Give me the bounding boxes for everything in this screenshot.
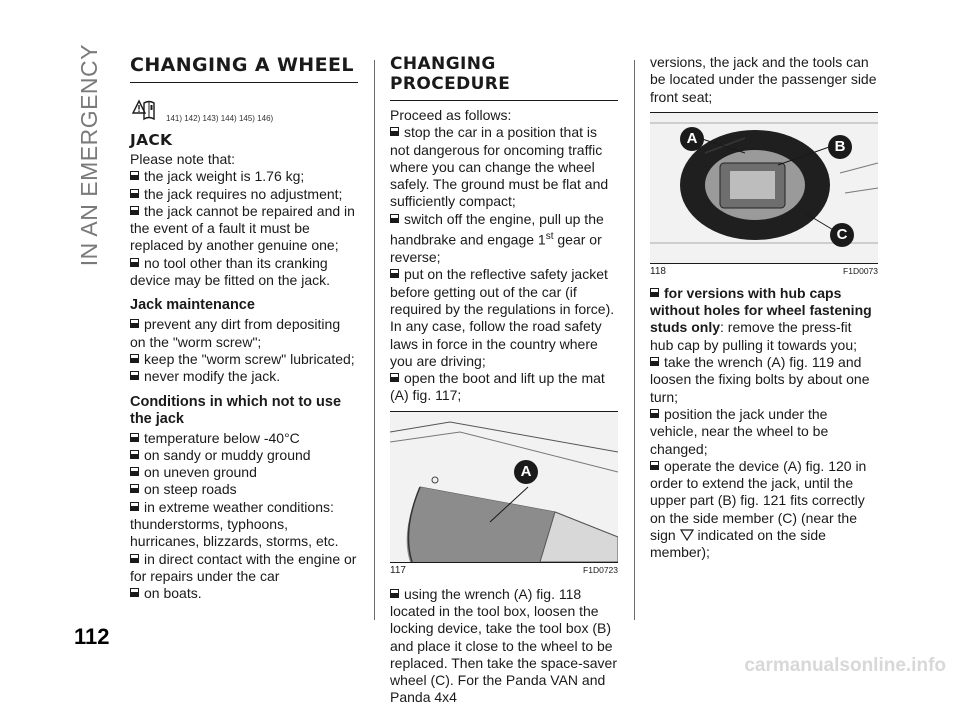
list-item <box>130 351 358 368</box>
figure-code: F1D0073 <box>843 266 878 277</box>
list-item-text: put on the reflective safety jacket before getting out of the car (if required by the regulations in force). In any case, follow the road safety laws in force in the country where you are driving; <box>390 266 615 369</box>
list-item <box>130 430 358 447</box>
figure-number: 117 <box>390 564 406 576</box>
bullet-icon <box>390 373 399 383</box>
callout-a: A <box>514 460 538 484</box>
list-item <box>390 586 618 707</box>
list-item-text: position the jack under the vehicle, near the wheel to be changed; <box>650 405 829 457</box>
continuation-text: versions, the jack and the tools can be located under the passenger side front seat; <box>650 54 877 105</box>
list-item-text: stop the car in a position that is not dangerous for oncoming traffic where you can change the wheel safely. The ground must be flat and sufficiently compact; <box>390 124 609 210</box>
site-watermark: carmanualsonline.info <box>744 655 946 676</box>
figure-number: 118 <box>650 265 666 277</box>
figure-code: F1D0723 <box>583 565 618 576</box>
list-item-text: keep the "worm screw" lubricated; <box>144 350 355 367</box>
maintenance-heading: Jack maintenance <box>130 297 255 314</box>
list-item-text: gear or reverse; <box>390 231 602 266</box>
bullet-icon <box>130 484 139 494</box>
list-item <box>130 481 358 498</box>
bullet-icon <box>130 171 139 181</box>
boot-mat-illustration <box>390 412 618 562</box>
list-item <box>650 458 878 562</box>
chapter-title: CHANGING A WHEEL <box>130 54 358 83</box>
list-item <box>390 211 618 267</box>
list-item <box>130 203 358 255</box>
list-item <box>650 285 878 354</box>
chapter-side-label: IN AN EMERGENCY <box>76 44 102 267</box>
list-item-text: in direct contact with the engine or for repairs under the car <box>130 550 357 584</box>
figure-117-image <box>390 412 618 562</box>
bullet-icon <box>130 450 139 460</box>
list-item-text: the jack weight is 1.76 kg; <box>144 168 305 185</box>
list-item <box>130 585 358 602</box>
warning-book-icon <box>130 95 160 125</box>
list-item <box>650 354 878 406</box>
list-item <box>130 464 358 481</box>
bullet-icon <box>390 589 399 599</box>
chapter-side-tab <box>76 44 110 344</box>
list-item-text: switch off the engine, pull up the handbrake and engage 1 <box>390 210 604 248</box>
list-item <box>130 316 358 351</box>
bullet-icon <box>650 357 659 367</box>
column-divider <box>374 60 375 620</box>
list-item-text: operate the device (A) fig. 120 in order to extend the jack, until the upper part (B) fig. 121 fits correctly on the side member (C) (near the sign <box>650 457 867 544</box>
list-item <box>130 499 358 551</box>
bullet-icon <box>130 502 139 512</box>
list-item-text: in extreme weather conditions: thunderstorms, typhoons, hurricanes, blizzards, storms, etc. <box>130 498 339 550</box>
procedure-title: CHANGING PROCEDURE <box>390 54 618 101</box>
callout-a: A <box>680 127 704 151</box>
bullet-icon <box>130 588 139 598</box>
callout-b: B <box>828 135 852 159</box>
list-item <box>390 124 618 210</box>
list-item <box>130 255 358 290</box>
list-item-text: open the boot and lift up the mat (A) fig. 117; <box>390 370 605 404</box>
figure-118-image <box>650 113 878 263</box>
list-item <box>130 447 358 464</box>
warning-references: 141) 142) 143) 144) 145) 146) <box>166 114 274 123</box>
bullet-icon <box>130 319 139 329</box>
list-item-text: the jack cannot be repaired and in the event of a fault it must be replaced by another genuine one; <box>130 202 355 254</box>
column-3 <box>650 54 878 562</box>
conditions-heading: Conditions in which not to use the jack <box>130 393 342 427</box>
bullet-icon <box>130 371 139 381</box>
page-number: 112 <box>74 624 110 649</box>
superscript: st <box>545 231 554 243</box>
bullet-icon <box>650 409 659 419</box>
bullet-icon <box>650 288 659 298</box>
list-item-text: on sandy or muddy ground <box>144 446 311 463</box>
list-item <box>390 266 618 370</box>
bullet-icon <box>390 269 399 279</box>
list-item <box>130 186 358 203</box>
list-item-bold-text: for versions with hub caps without holes for wheel fastening studs only <box>650 284 872 336</box>
list-item <box>130 168 358 185</box>
list-item-text: using the wrench (A) fig. 118 located in the tool box, loosen the locking device, take the tool box (B) and place it close to the wheel to be replaced. Then take the space-saver wheel (C). For the Panda VAN and Panda 4x4 <box>390 585 617 706</box>
column-1 <box>130 54 358 603</box>
list-item-text: take the wrench (A) fig. 119 and loosen the fixing bolts by about one turn; <box>650 354 870 405</box>
warning-row <box>130 89 358 125</box>
list-item-text: no tool other than its cranking device may be fitted on the jack. <box>130 254 330 289</box>
list-item-text: on uneven ground <box>144 464 257 481</box>
list-item-text: the jack requires no adjustment; <box>144 185 343 202</box>
procedure-intro: Proceed as follows: <box>390 107 512 123</box>
bullet-icon <box>130 554 139 564</box>
figure-118-caption <box>650 263 878 277</box>
list-item <box>650 406 878 458</box>
column-divider <box>634 60 635 620</box>
bullet-icon <box>130 258 139 268</box>
bullet-icon <box>130 354 139 364</box>
list-item-text: prevent any dirt from depositing on the "worm screw"; <box>130 316 341 350</box>
column-2 <box>390 54 618 707</box>
list-item <box>130 551 358 586</box>
bullet-icon <box>130 467 139 477</box>
list-item <box>390 370 618 405</box>
bullet-icon <box>130 189 139 199</box>
list-item-text: never modify the jack. <box>144 368 281 385</box>
figure-117-caption <box>390 562 618 576</box>
bullet-icon <box>650 461 659 471</box>
list-item-text: on steep roads <box>144 481 237 498</box>
bullet-icon <box>390 127 399 137</box>
bullet-icon <box>390 214 399 224</box>
bullet-icon <box>130 206 139 216</box>
jack-heading: JACK <box>130 131 173 149</box>
list-item <box>130 368 358 385</box>
list-item-text: : remove the press-fit hub cap by pulling it towards you; <box>650 319 858 353</box>
jack-intro: Please note that: <box>130 151 236 167</box>
list-item-text: on boats. <box>144 585 202 602</box>
bullet-icon <box>130 433 139 443</box>
callout-c: C <box>830 223 854 247</box>
list-item-text: temperature below -40°C <box>144 429 300 446</box>
triangle-sign-icon <box>680 529 694 541</box>
list-item-text: indicated on the side member); <box>650 527 826 561</box>
